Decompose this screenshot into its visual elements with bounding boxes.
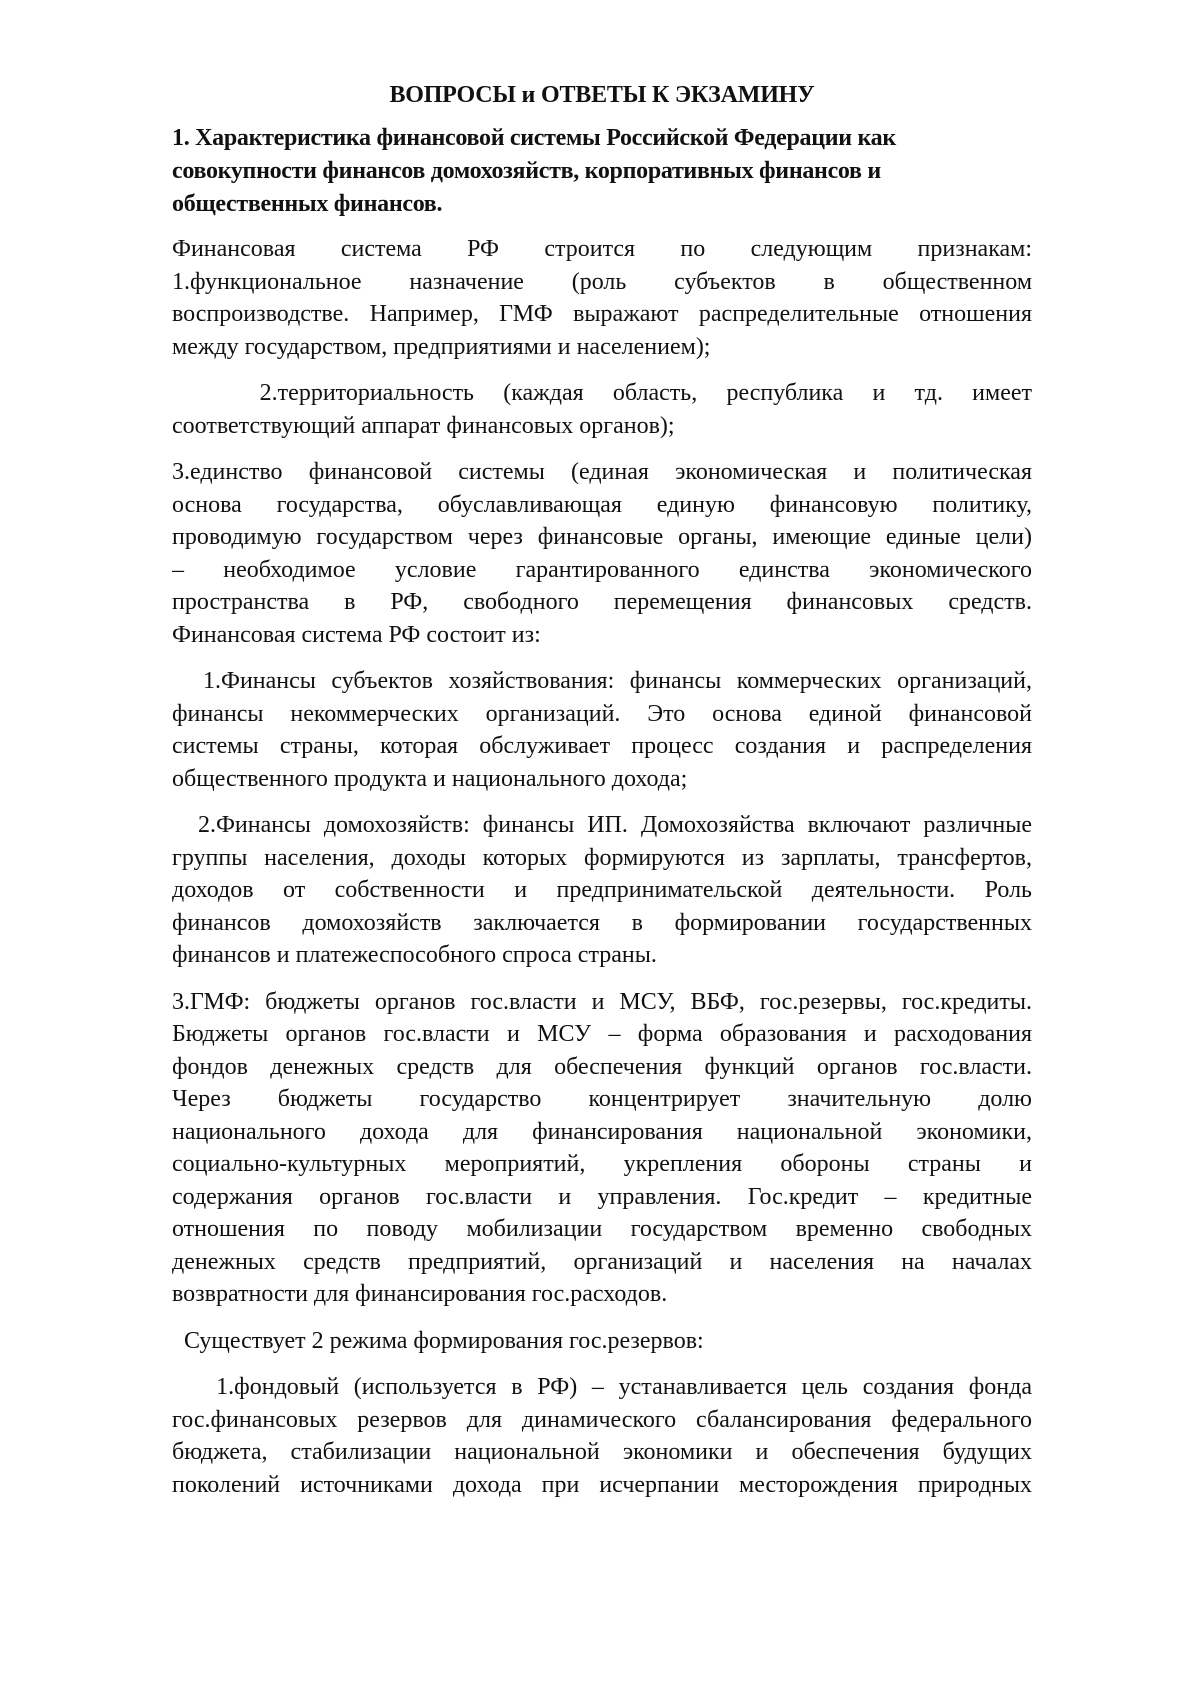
- paragraph-line: Бюджеты органов гос.власти и МСУ – форма образования и расходования: [172, 1021, 1032, 1047]
- paragraph: [172, 809, 1032, 972]
- paragraph-line: 3.единство финансовой системы (единая экономическая и политическая: [172, 459, 1032, 485]
- paragraph-line: Существует 2 режима формирования гос.резервов:: [172, 1327, 704, 1354]
- paragraph-line: гос.финансовых резервов для динамического сбалансирования федерального: [172, 1406, 1032, 1433]
- paragraph-line: 2.территориальность (каждая область, республика и тд. имеет: [172, 380, 1032, 406]
- paragraph-line: содержания органов гос.власти и управления. Гос.кредит – кредитные: [172, 1183, 1032, 1210]
- paragraph-line: национального дохода для финансирования национальной экономики,: [172, 1118, 1032, 1145]
- question-line: общественных финансов.: [172, 191, 443, 217]
- paragraph-line: 1.функциональное назначение (роль субъектов в общественном: [172, 268, 1032, 295]
- paragraph-line: между государством, предприятиями и населением);: [172, 333, 711, 360]
- paragraph-line: Финансовая система РФ состоит из:: [172, 621, 541, 648]
- paragraph-line: бюджета, стабилизации национальной экономики и обеспечения будущих: [172, 1439, 1032, 1465]
- paragraph-line: 2.Финансы домохозяйств: финансы ИП. Домохозяйства включают различные: [172, 812, 1032, 838]
- paragraph-line: финансов и платежеспособного спроса страны.: [172, 942, 657, 968]
- paragraph: [172, 233, 1032, 363]
- paragraph-line: отношения по поводу мобилизации государством временно свободных: [172, 1216, 1032, 1242]
- paragraph-line: Финансовая система РФ строится по следующим признакам:: [172, 236, 1032, 262]
- paragraph-line: воспроизводстве. Например, ГМФ выражают распределительные отношения: [172, 301, 1032, 327]
- question-line: 1. Характеристика финансовой системы Российской Федерации как: [172, 125, 896, 151]
- paragraph-line: группы населения, доходы которых формируются из зарплаты, трансфертов,: [172, 844, 1032, 871]
- document-page: [172, 78, 1032, 1515]
- paragraph-line: финансы некоммерческих организаций. Это основа единой финансовой: [172, 700, 1032, 727]
- paragraph: [172, 377, 1032, 442]
- paragraph: [172, 1371, 1032, 1501]
- paragraph-line: 1.Финансы субъектов хозяйствования: финансы коммерческих организаций,: [172, 668, 1032, 694]
- paragraph: [172, 665, 1032, 795]
- paragraph-line: – необходимое условие гарантированного единства экономического: [172, 556, 1032, 583]
- paragraph-line: 3.ГМФ: бюджеты органов гос.власти и МСУ, ВБФ, гос.резервы, гос.кредиты.: [172, 988, 1032, 1015]
- paragraph-line: фондов денежных средств для обеспечения функций органов гос.власти.: [172, 1053, 1032, 1080]
- document-title: ВОПРОСЫ и ОТВЕТЫ К ЭКЗАМИНУ: [389, 82, 815, 108]
- paragraph-line: общественного продукта и национального дохода;: [172, 765, 688, 792]
- paragraph: [172, 986, 1032, 1311]
- paragraph-line: возвратности для финансирования гос.расходов.: [172, 1281, 668, 1307]
- paragraph-line: доходов от собственности и предпринимательской деятельности. Роль: [172, 877, 1032, 903]
- paragraph-line: социально-культурных мероприятий, укрепления обороны страны и: [172, 1151, 1032, 1177]
- paragraph-line: системы страны, которая обслуживает процесс создания и распределения: [172, 733, 1032, 759]
- paragraph-line: финансов домохозяйств заключается в формировании государственных: [172, 909, 1032, 936]
- paragraph: [172, 1325, 1032, 1358]
- paragraph: [172, 456, 1032, 651]
- paragraph-line: пространства в РФ, свободного перемещения финансовых средств.: [172, 589, 1032, 615]
- paragraph-line: соответствующий аппарат финансовых органов);: [172, 412, 675, 439]
- paragraph-line: проводимую государством через финансовые органы, имеющие единые цели): [172, 524, 1032, 550]
- paragraph-line: поколений источниками дохода при исчерпании месторождения природных: [172, 1471, 1032, 1498]
- answer-body: [172, 233, 1032, 1501]
- paragraph-line: Через бюджеты государство концентрирует значительную долю: [172, 1086, 1032, 1112]
- question-heading: [172, 122, 1032, 221]
- paragraph-line: основа государства, обуславливающая единую финансовую политику,: [172, 491, 1032, 518]
- paragraph-line: денежных средств предприятий, организаций и населения на началах: [172, 1248, 1032, 1275]
- paragraph-line: 1.фондовый (используется в РФ) – устанавливается цель создания фонда: [172, 1374, 1032, 1400]
- question-line: совокупности финансов домохозяйств, корпоративных финансов и: [172, 158, 881, 184]
